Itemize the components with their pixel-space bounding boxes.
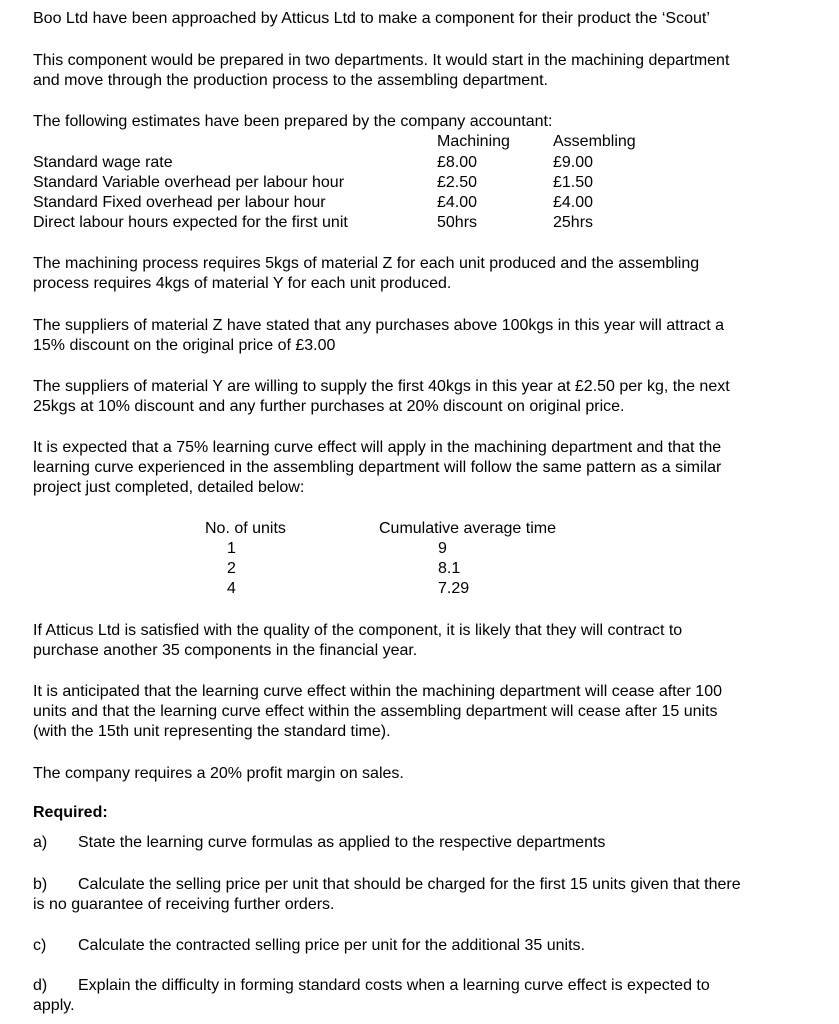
question-a-letter: a) [33,834,48,851]
row-label: Standard wage rate [33,154,173,171]
column-header-units: No. of units [205,520,286,537]
machining-value: £8.00 [437,154,478,171]
column-header-assembling: Assembling [553,133,636,150]
assembling-value: £9.00 [553,154,594,171]
paragraph-line: learning curve experienced in the assembling department will follow the same pattern as a similar [33,459,722,476]
assembling-value: 25hrs [553,214,594,231]
units-value: 2 [227,560,236,577]
paragraph-line: process requires 4kgs of material Y for each unit produced. [33,275,452,292]
time-value: 9 [438,540,447,557]
intro-text: Boo Ltd have been approached by Atticus Ltd to make a component for their product the ‘Scout’ [33,10,710,27]
cease-paragraph [33,682,823,742]
paragraph-line: purchase another 35 components in the financial year. [33,642,418,659]
profit-margin-text: The company requires a 20% profit margin on sales. [33,765,404,782]
assembling-value: £4.00 [553,194,594,211]
units-value: 1 [227,540,236,557]
question-d-text: Explain the difficulty in forming standard costs when a learning curve effect is expected to [78,977,710,994]
materials-paragraph [33,254,823,294]
question-c-text: Calculate the contracted selling price per unit for the additional 35 units. [78,937,585,954]
paragraph-line: project just completed, detailed below: [33,479,305,496]
learning-curve-paragraph [33,438,823,498]
question-b-text: Calculate the selling price per unit that should be charged for the first 15 units given that there [78,876,741,893]
paragraph-line: The machining process requires 5kgs of material Z for each unit produced and the assembling [33,255,700,272]
machining-value: £4.00 [437,194,478,211]
paragraph-line: 15% discount on the original price of £3.00 [33,337,336,354]
question-c-letter: c) [33,937,47,954]
paragraph-line: The suppliers of material Z have stated that any purchases above 100kgs in this year will attract a [33,317,725,334]
paragraph-line: If Atticus Ltd is satisfied with the quality of the component, it is likely that they will contract to [33,622,683,639]
paragraph-line: and move through the production process to the assembling department. [33,72,548,89]
paragraph-line: It is anticipated that the learning curve effect within the machining department will cease after 100 [33,683,722,700]
assembling-value: £1.50 [553,174,594,191]
paragraph-line: (with the 15th unit representing the standard time). [33,723,391,740]
question-d-text-continued: apply. [33,997,75,1014]
machining-value: £2.50 [437,174,478,191]
column-header-machining: Machining [437,133,510,150]
question-b-text-continued: is no guarantee of receiving further orders. [33,896,335,913]
estimates-heading: The following estimates have been prepared by the company accountant: [33,113,553,130]
time-value: 8.1 [438,560,461,577]
units-value: 4 [227,580,236,597]
supplier-z-paragraph [33,316,823,356]
machining-value: 50hrs [437,214,478,231]
question-d-letter: d) [33,977,48,994]
paragraph-line: The suppliers of material Y are willing to supply the first 40kgs in this year at £2.50 per kg, the next [33,378,730,395]
row-label: Direct labour hours expected for the first unit [33,214,348,231]
column-header-cumulative-time: Cumulative average time [379,520,556,537]
paragraph-line: 25kgs at 10% discount and any further purchases at 20% discount on original price. [33,398,625,415]
paragraph-line: It is expected that a 75% learning curve effect will apply in the machining department and that the [33,439,722,456]
time-value: 7.29 [438,580,470,597]
row-label: Standard Fixed overhead per labour hour [33,194,326,211]
question-b-letter: b) [33,876,48,893]
supplier-y-paragraph [33,377,823,417]
question-a-text: State the learning curve formulas as applied to the respective departments [78,834,606,851]
row-label: Standard Variable overhead per labour hour [33,174,345,191]
contract-paragraph [33,621,823,661]
departments-paragraph [33,51,823,91]
paragraph-line: units and that the learning curve effect within the assembling department will cease after 15 units [33,703,718,720]
required-heading: Required: [33,804,108,821]
paragraph-line: This component would be prepared in two departments. It would start in the machining department [33,52,730,69]
